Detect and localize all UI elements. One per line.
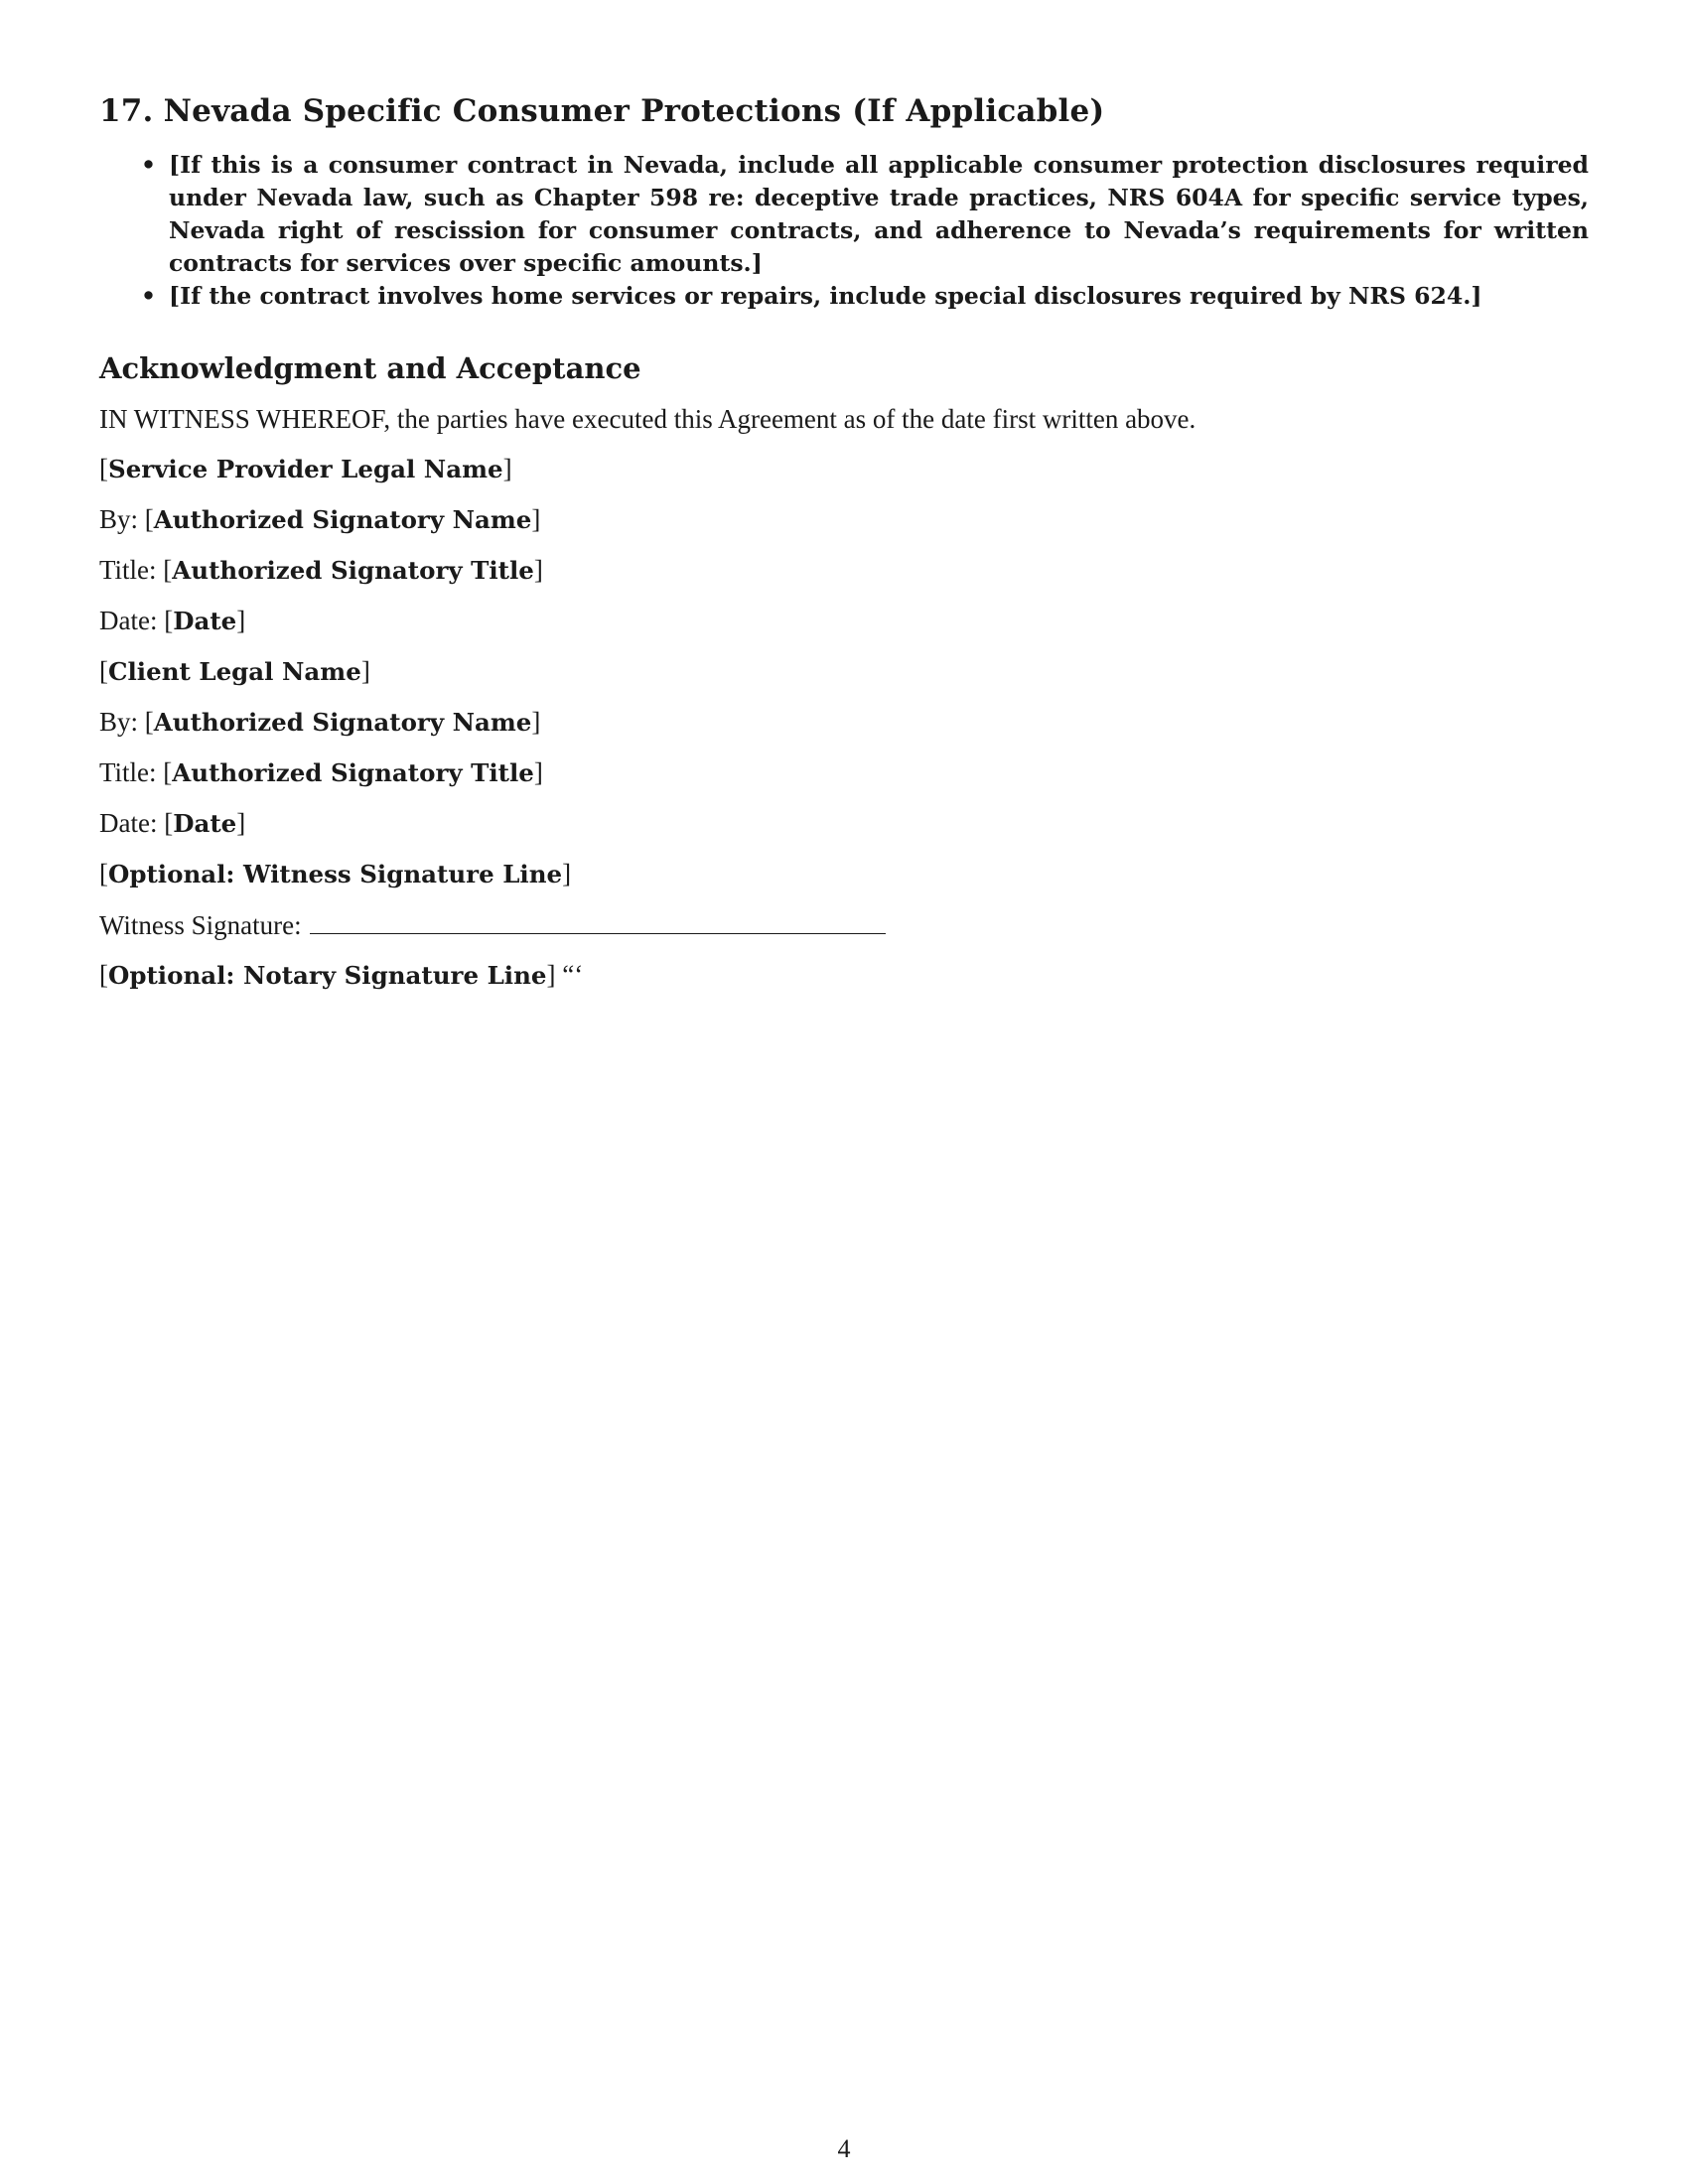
section-17-bullet-list (99, 149, 1589, 313)
client-signatory-name: Authorized Signatory Name (153, 708, 532, 737)
provider-by-line: By: [Authorized Signatory Name] (99, 504, 541, 534)
page-number: 4 (837, 2134, 851, 2163)
section-17-heading (99, 91, 1589, 131)
section-number: 17. (99, 93, 154, 129)
provider-date-line: Date: [Date] (99, 606, 246, 635)
witness-whereof-statement: IN WITNESS WHEREOF, the parties have executed this Agreement as of the date first written above. (99, 404, 1196, 434)
bullet-text: [If this is a consumer contract in Nevada, include all applicable consumer protection disclosures required under Nevada law, such as Chapter 598 re: deceptive trade practices, NRS 604A for specific service types, Nevada right of rescission for consumer contracts, and adherence to Nevada’s requirements for written contracts for services over specific amounts.] (169, 151, 1589, 277)
title-label: Title: (99, 757, 157, 787)
witness-signature-line (99, 907, 1589, 942)
witness-signature-label: Witness Signature: (99, 910, 302, 940)
document-page (99, 91, 1589, 1009)
by-label: By: (99, 707, 139, 737)
client-signatory-title: Authorized Signatory Title (172, 758, 534, 787)
provider-signatory-title: Authorized Signatory Title (172, 556, 534, 585)
provider-signatory-name: Authorized Signatory Name (153, 505, 532, 534)
bullet-icon: • (141, 151, 157, 179)
bullet-item (141, 280, 1589, 313)
client-by-line: By: [Authorized Signatory Name] (99, 707, 541, 737)
signature-underline (310, 907, 886, 934)
witness-heading-line: [Optional: Witness Signature Line] (99, 859, 572, 888)
client-date-value: Date (173, 809, 237, 838)
notary-heading-line: [Optional: Notary Signature Line] “‘ (99, 960, 584, 990)
bullet-item (141, 149, 1589, 280)
provider-title-line: Title: [Authorized Signatory Title] (99, 555, 543, 585)
client-legal-name: Client Legal Name (108, 657, 361, 686)
provider-name-line: [Service Provider Legal Name] (99, 454, 512, 483)
date-label: Date: (99, 808, 158, 838)
bullet-icon: • (141, 282, 157, 310)
client-title-line: Title: [Authorized Signatory Title] (99, 757, 543, 787)
trailing-quote-marks: “‘ (562, 960, 584, 990)
client-name-line: [Client Legal Name] (99, 656, 370, 686)
client-date-line: Date: [Date] (99, 808, 246, 838)
section-title-text: Nevada Specific Consumer Protections (If Applicable) (163, 93, 1105, 129)
acknowledgment-heading: Acknowledgment and Acceptance (99, 351, 641, 385)
witness-line-heading: Optional: Witness Signature Line (108, 860, 563, 888)
by-label: By: (99, 504, 139, 534)
title-label: Title: (99, 555, 157, 585)
bullet-text: [If the contract involves home services or repairs, include special disclosures required by NRS 624.] (169, 282, 1482, 310)
provider-date-value: Date (173, 607, 237, 635)
notary-line-heading: Optional: Notary Signature Line (108, 961, 547, 990)
provider-legal-name: Service Provider Legal Name (108, 455, 503, 483)
date-label: Date: (99, 606, 158, 635)
